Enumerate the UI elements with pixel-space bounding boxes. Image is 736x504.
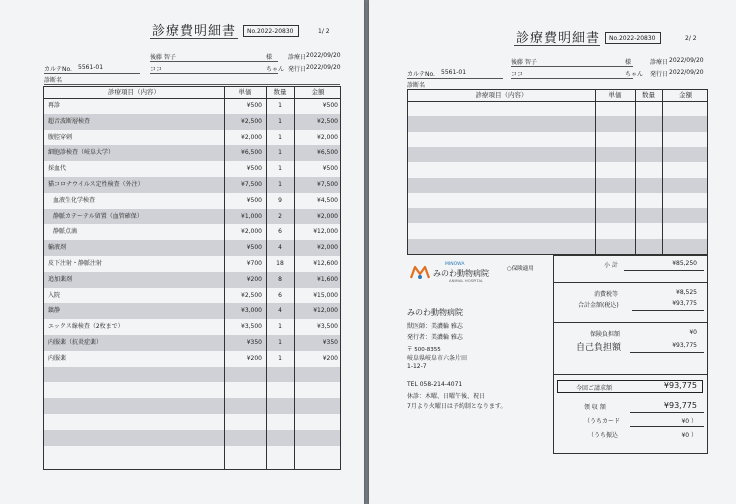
table-row [44, 351, 340, 367]
quantity: 1 [278, 181, 282, 188]
title-underline [514, 45, 600, 46]
amount: ¥6,500 [317, 149, 338, 157]
unit-price: ¥2,000 [241, 228, 262, 236]
payment-summary [553, 255, 708, 454]
item-name: 細胞診検査（岐阜大学） [48, 149, 115, 157]
amount: ¥200 [322, 354, 338, 362]
item-name: 内服薬（抗炎症薬） [48, 339, 103, 346]
karte-label: カルテNo. [407, 71, 435, 78]
header-qty: 数量 [273, 88, 287, 96]
unit-price: ¥3,000 [241, 307, 262, 315]
table-row [44, 398, 340, 414]
issue-date: 2022/09/20 [669, 69, 704, 76]
table-row [44, 98, 340, 114]
transfer-value: ¥0 ） [681, 432, 697, 439]
item-name: 採血代 [48, 165, 67, 173]
table-row [44, 209, 340, 225]
unit-price: ¥1,000 [241, 212, 262, 220]
itemized-table [407, 89, 708, 255]
date-value: 2022/09/20 [669, 57, 704, 64]
summary-divider [554, 282, 707, 283]
unit-price: ¥500 [246, 244, 262, 252]
unit-price: ¥7,500 [241, 181, 262, 188]
quantity: 1 [278, 117, 282, 125]
owner-suffix: 様 [625, 59, 632, 66]
issuer-name: 発行者：美濃輪 雅志 [407, 334, 463, 341]
title-underline [150, 38, 238, 39]
quantity: 1 [278, 339, 282, 346]
card-underline [630, 426, 704, 427]
header-amount: 金額 [679, 91, 692, 99]
pet-underline [511, 78, 633, 79]
table-row [44, 193, 340, 209]
transfer-label: （うち振込 [588, 432, 619, 439]
amount: ¥2,500 [317, 117, 338, 125]
pet-underline [150, 73, 278, 74]
column-divider [224, 87, 225, 469]
received-label: 領 収 額 [584, 404, 606, 411]
unit-price: ¥500 [246, 196, 262, 204]
closed-days: 休診：木曜、日曜午後、祝日 [407, 393, 486, 400]
amount: ¥12,600 [313, 260, 338, 267]
quantity: 4 [278, 244, 282, 252]
table-row [44, 367, 340, 383]
item-name: 追加薬剤 [48, 275, 73, 283]
item-name: 皮下注射・静脈注射 [48, 260, 103, 267]
diagnosis-label: 診断名 [44, 77, 63, 84]
insurance-pay-label: 保険負担額 [590, 331, 621, 338]
amount: ¥2,000 [317, 133, 338, 141]
diagnosis-underline [44, 84, 340, 85]
quantity: 1 [278, 165, 282, 173]
owner-underline [150, 61, 278, 62]
summary-divider [554, 322, 707, 323]
logo-subtitle: ANIMAL HOSPITAL [449, 278, 484, 283]
address-line-2: 1-12-7 [407, 363, 427, 370]
header-item: 診療項目（内容） [475, 91, 528, 99]
statement-page-2 [369, 0, 736, 504]
quantity: 8 [278, 275, 282, 283]
table-row [44, 177, 340, 193]
itemized-table [43, 86, 341, 470]
date-value: 2022/09/20 [306, 52, 341, 59]
amount: ¥12,000 [313, 228, 338, 236]
item-name: エックス線検査（2枚まで） [48, 323, 124, 331]
karte-underline [407, 78, 503, 79]
address-line-1: 岐阜県岐阜市六条片田 [407, 355, 468, 362]
header-qty: 数量 [642, 91, 655, 99]
statement-page-1 [0, 0, 364, 504]
card-value: ¥0 ） [681, 418, 697, 425]
unit-price: ¥3,500 [241, 323, 262, 331]
amount: ¥7,500 [317, 181, 338, 188]
unit-price: ¥500 [246, 102, 262, 109]
unit-price: ¥350 [246, 339, 262, 346]
column-divider [595, 90, 596, 254]
vet-name: 獣医師：美濃輪 雅志 [407, 323, 463, 330]
amount: ¥350 [322, 339, 338, 346]
column-divider [294, 87, 295, 469]
unit-price: ¥200 [246, 275, 262, 283]
table-row [44, 272, 340, 288]
item-name: 再診 [48, 102, 61, 109]
amount: ¥4,500 [317, 196, 338, 204]
quantity: 1 [278, 149, 282, 157]
quantity: 18 [276, 260, 284, 267]
quantity: 2 [278, 212, 282, 220]
item-name: 静脈カテーテル留置（血管確保） [53, 212, 143, 220]
karte-number: 5561-01 [78, 64, 104, 71]
self-pay-label: 自己負担額 [576, 343, 622, 353]
item-name: 内服薬 [48, 354, 67, 362]
document-number: No.2022-20830 [605, 32, 661, 44]
tax-label: 消費税等 [594, 291, 619, 298]
card-label: （うちカード [584, 418, 621, 425]
paw-logo-icon [409, 264, 431, 280]
quantity: 1 [278, 354, 282, 362]
diagnosis-label: 診断名 [407, 82, 426, 89]
item-name: 入院 [48, 291, 61, 299]
header-unit: 単価 [608, 91, 622, 99]
karte-label: カルテNo. [44, 66, 72, 73]
amount: ¥2,000 [317, 212, 338, 220]
received-underline [630, 412, 704, 413]
self-pay-value: ¥93,775 [672, 342, 697, 349]
owner-suffix: 様 [266, 54, 273, 61]
table-row [44, 335, 340, 351]
table-row [44, 303, 340, 319]
total-value: ¥93,775 [672, 300, 697, 307]
table-row [44, 382, 340, 398]
issue-label: 発行日 [288, 66, 307, 73]
column-divider [635, 90, 636, 254]
amount: ¥500 [322, 165, 338, 173]
document-number: No.2022-20830 [243, 25, 299, 37]
page-title: 診療費明細書 [516, 31, 601, 46]
header-unit: 単価 [238, 88, 252, 96]
pet-name: ココ [511, 71, 524, 78]
insurance-status: ○保険適用 [507, 266, 534, 272]
total-underline [632, 310, 704, 311]
summary-divider [554, 374, 707, 375]
pet-name: ココ [150, 66, 163, 73]
table-row [44, 145, 340, 161]
table-row [44, 288, 340, 304]
page-number: 1/ 2 [318, 28, 330, 35]
billed-value: ¥93,775 [663, 381, 697, 390]
item-name: 超音波断層検査 [48, 117, 91, 125]
unit-price: ¥500 [246, 165, 262, 173]
postal-code: 〒 500-8355 [407, 347, 441, 353]
item-name: 静脈点滴 [53, 228, 78, 236]
page-number: 2/ 2 [685, 35, 697, 42]
owner-name: 後藤 智子 [150, 54, 176, 61]
table-row [44, 256, 340, 272]
table-row [44, 446, 340, 462]
logo-name: みのわ動物病院 [433, 269, 489, 278]
item-name: 猫コロナウイルス定性検査（外注） [48, 181, 144, 188]
unit-price: ¥200 [246, 354, 262, 362]
insurance-pay-value: ¥0 [689, 329, 697, 336]
reservation-notice: 7月より火曜日は予約制となります。 [407, 403, 507, 410]
amount: ¥15,000 [313, 291, 338, 299]
owner-underline [511, 66, 633, 67]
pet-suffix: ちゃん [266, 66, 285, 73]
karte-underline [44, 73, 140, 74]
quantity: 1 [278, 133, 282, 141]
amount: ¥2,000 [317, 244, 338, 252]
karte-number: 5561-01 [441, 69, 467, 76]
quantity: 1 [278, 102, 282, 109]
unit-price: ¥2,500 [241, 117, 262, 125]
amount: ¥1,600 [317, 275, 338, 283]
item-name: 血液生化学検査 [53, 196, 96, 204]
received-value: ¥93,775 [663, 401, 697, 410]
unit-price: ¥2,500 [241, 291, 262, 299]
item-name: 腹腔穿刺 [48, 133, 73, 141]
unit-price: ¥6,500 [241, 149, 262, 157]
page-title: 診療費明細書 [152, 24, 237, 39]
table-row [44, 414, 340, 430]
table-row [44, 114, 340, 130]
owner-name: 後藤 智子 [511, 59, 537, 66]
total-label: 合計金額(税込) [578, 302, 619, 309]
clinic-name: みのわ動物病院 [407, 308, 463, 317]
column-divider [662, 90, 663, 254]
pet-suffix: ちゃん [625, 71, 644, 78]
issue-label: 発行日 [650, 71, 669, 78]
table-row [44, 430, 340, 446]
quantity: 6 [278, 291, 282, 299]
quantity: 6 [278, 228, 282, 236]
subtotal-value: ¥85,250 [672, 260, 697, 267]
quantity: 4 [278, 307, 282, 315]
table-row [44, 240, 340, 256]
tax-value: ¥8,525 [676, 289, 697, 296]
quantity: 9 [278, 196, 282, 204]
column-divider [266, 87, 267, 469]
self-pay-underline [630, 352, 704, 353]
item-name: 輸液剤 [48, 244, 67, 252]
amount: ¥3,500 [317, 323, 338, 331]
subtotal-label: 小 計 [604, 262, 618, 269]
telephone: TEL 058-214-4071 [407, 381, 463, 388]
table-row [44, 130, 340, 146]
subtotal-underline [624, 270, 704, 271]
date-label: 診療日 [288, 54, 307, 61]
amount: ¥500 [322, 102, 338, 109]
date-label: 診療日 [650, 59, 669, 66]
header-item: 診療項目（内容） [108, 88, 160, 96]
amount: ¥12,000 [313, 307, 338, 315]
quantity: 1 [278, 323, 282, 331]
header-amount: 金額 [311, 88, 325, 96]
table-row [44, 161, 340, 177]
table-row [44, 224, 340, 240]
issue-date: 2022/09/20 [306, 64, 341, 71]
table-row [44, 319, 340, 335]
logo-small-text: MINOWA [445, 262, 465, 267]
unit-price: ¥2,000 [241, 133, 262, 141]
item-name: 鎮静 [48, 307, 61, 315]
billed-label: 今回ご請求額 [576, 385, 613, 392]
unit-price: ¥700 [246, 260, 262, 267]
